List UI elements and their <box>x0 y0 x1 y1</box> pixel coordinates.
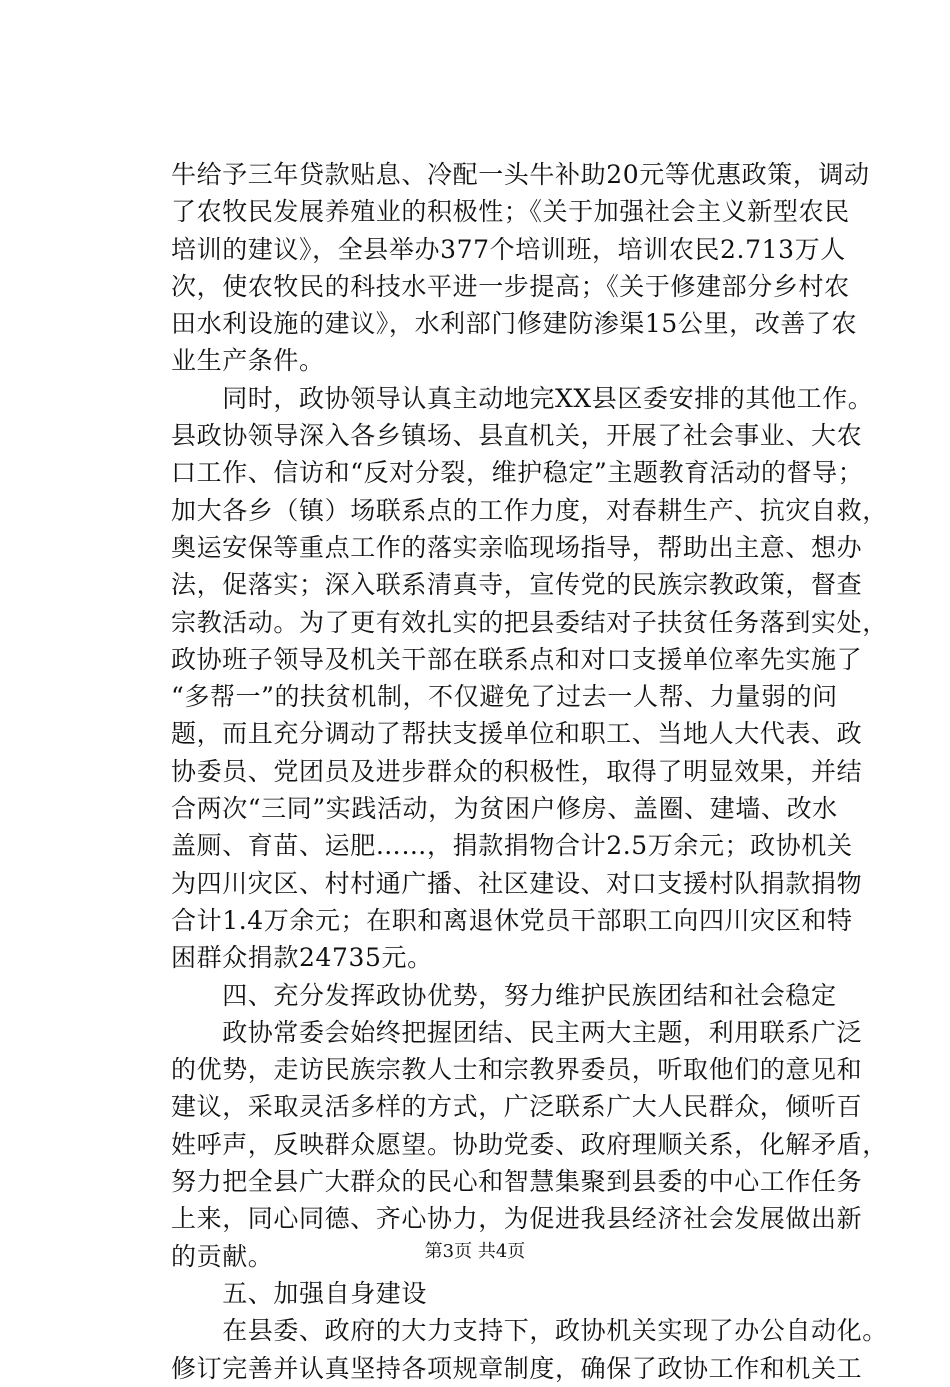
text-line: 奥运安保等重点工作的落实亲临现场指导，帮助出主意、想办 <box>171 532 863 562</box>
text-line: 题，而且充分调动了帮扶支援单位和职工、当地人大代表、政 <box>171 719 863 749</box>
text-line: 政协班子领导及机关干部在联系点和对口支援单位率先实施了 <box>171 644 863 674</box>
text-line: 了农牧民发展养殖业的积极性；《关于加强社会主义新型农民 <box>171 197 850 227</box>
text-line: 协委员、党团员及进步群众的积极性，取得了明显效果，并结 <box>171 756 863 786</box>
text-line: 加大各乡（镇）场联系点的工作力度，对春耕生产、抗灾自救， <box>171 495 888 525</box>
text-line: 上来，同心同德、齐心协力，为促进我县经济社会发展做出新 <box>171 1204 863 1234</box>
text-line: 业生产条件。 <box>171 346 325 376</box>
text-line: 牛给予三年贷款贴息、冷配一头牛补助20元等优惠政策，调动 <box>171 160 870 189</box>
text-line: 姓呼声，反映群众愿望。协助党委、政府理顺关系，化解矛盾， <box>171 1129 888 1159</box>
text-line: 田水利设施的建议》，水利部门修建防渗渠15公里，改善了农 <box>171 309 858 339</box>
text-line: 五、加强自身建设 <box>171 1278 428 1308</box>
text-line: 宗教活动。为了更有效扎实的把县委结对子扶贫任务落到实处， <box>171 607 888 637</box>
text-line: 修订完善并认真坚持各项规章制度，确保了政协工作和机关工 <box>171 1353 863 1383</box>
text-line: 的贡献。 <box>171 1241 274 1271</box>
body-text <box>171 156 888 1387</box>
text-line: 政协常委会始终把握团结、民主两大主题，利用联系广泛 <box>171 1017 863 1047</box>
text-line: 为四川灾区、村村通广播、社区建设、对口支援村队捐款捐物 <box>171 868 863 898</box>
text-line: “多帮一”的扶贫机制，不仅避免了过去一人帮、力量弱的问 <box>171 682 838 712</box>
text-line: 法，促落实；深入联系清真寺，宣传党的民族宗教政策，督查 <box>171 570 863 600</box>
text-line: 的优势，走访民族宗教人士和宗教界委员，听取他们的意见和 <box>171 1055 863 1085</box>
text-line: 口工作、信访和“反对分裂，维护稳定”主题教育活动的督导； <box>171 458 864 488</box>
text-line: 在县委、政府的大力支持下，政协机关实现了办公自动化。 <box>171 1316 888 1346</box>
text-line: 建议，采取灵活多样的方式，广泛联系广大人民群众，倾听百 <box>171 1092 863 1122</box>
text-line: 次，使农牧民的科技水平进一步提高；《关于修建部分乡村农 <box>171 271 850 301</box>
text-line: 县政协领导深入各乡镇场、县直机关，开展了社会事业、大农 <box>171 421 863 451</box>
text-line: 困群众捐款24735元。 <box>171 943 433 973</box>
text-line: 合计1.4万余元；在职和离退休党员干部职工向四川灾区和特 <box>171 905 853 935</box>
text-line: 同时，政协领导认真主动地完XX县区委安排的其他工作。 <box>171 383 874 413</box>
text-line: 合两次“三同”实践活动，为贫困户修房、盖圈、建墙、改水 <box>171 794 838 824</box>
page-footer: 第3页 共4页 <box>424 1241 526 1262</box>
text-line: 培训的建议》，全县举办377个培训班，培训农民2.713万人 <box>171 234 846 264</box>
text-line: 四、充分发挥政协优势，努力维护民族团结和社会稳定 <box>171 980 837 1010</box>
text-line: 努力把全县广大群众的民心和智慧集聚到县委的中心工作任务 <box>171 1167 863 1197</box>
text-line: 盖厕、育苗、运肥……，捐款捐物合计2.5万余元；政协机关 <box>171 831 853 861</box>
